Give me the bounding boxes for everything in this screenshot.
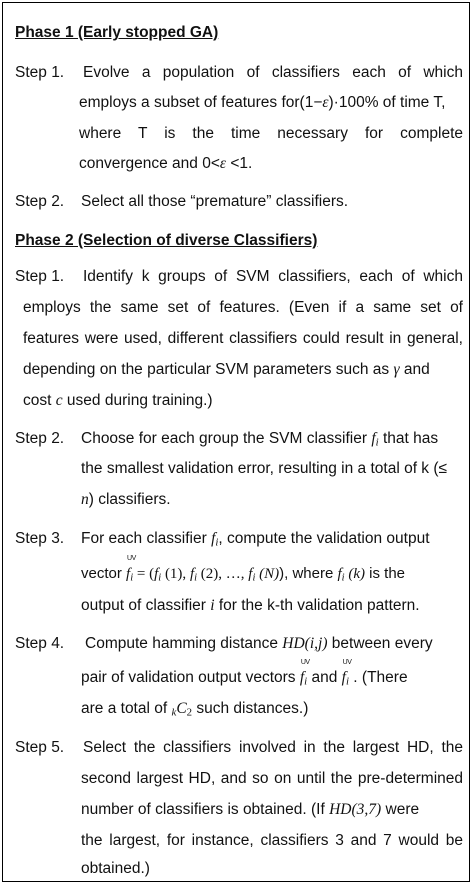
phase2-step3-line1: For each classifier $f_i$, compute the validation output xyxy=(81,530,430,549)
phase2-step4-line2: pair of validation output vectors UV $f_i$ and UV $f_i$ . (There xyxy=(81,659,408,688)
phase2-step1-line2: employs the same set of features. (Even if a same set of xyxy=(23,299,463,316)
phase1-step1-line3: where T is the time necessary for complete xyxy=(79,125,463,142)
phase1-step2-label: Step 2. xyxy=(15,193,65,210)
phase1-title: Phase 1 (Early stopped GA) xyxy=(15,24,219,41)
phase2-step1-label: Step 1. xyxy=(15,268,65,285)
phase2-step5-line4: the largest, for instance, classifiers 3 and 7 would be xyxy=(81,832,463,849)
phase2-step1-line3: features were used, different classifiers could result in general, xyxy=(23,330,463,347)
algorithm-box xyxy=(2,2,470,882)
phase2-step2-line1: Choose for each group the SVM classifier $f_i$ that has xyxy=(81,430,439,449)
phase2-step4-line3: are a total of $_kC_2$ such distances.) xyxy=(81,700,309,719)
phase2-title: Phase 2 (Selection of diverse Classifiers) xyxy=(15,232,318,249)
phase1-step2-text: Select all those “premature” classifiers. xyxy=(81,193,349,210)
phase2-step4-label: Step 4. xyxy=(15,635,65,652)
phase1-step1-label: Step 1. xyxy=(15,64,65,81)
phase2-step1-line5: cost c used during training.) xyxy=(23,392,213,409)
phase2-step3-label: Step 3. xyxy=(15,530,65,547)
phase2-step5-line5: obtained.) xyxy=(81,860,150,877)
phase2-step3-line3: output of classifier i for the k-th validation pattern. xyxy=(81,597,420,614)
phase2-step5-label: Step 5. xyxy=(15,739,65,756)
phase2-step2-line3: n) classifiers. xyxy=(81,491,171,508)
vector-f-i: UV $f_i$ xyxy=(299,659,310,688)
phase1-step1-line2: employs a subset of features for(1−ε)·100% of time T, xyxy=(79,94,446,111)
phase2-step4-line1: Compute hamming distance HD(i,j) between every xyxy=(85,635,433,652)
phase2-step5-line1: Select the classifiers involved in the largest HD, the xyxy=(83,739,463,756)
phase2-step2-line2: the smallest validation error, resulting in a total of k (≤ xyxy=(81,460,448,477)
vector-f-i: UV $f_i$ xyxy=(341,659,352,688)
phase1-step1-line4: convergence and 0<ε <1. xyxy=(79,155,253,172)
phase2-step5-line2: second largest HD, and so on until the pre-determined xyxy=(81,770,463,787)
phase2-step2-label: Step 2. xyxy=(15,430,65,447)
vector-f-i: UV $f_i$ xyxy=(126,555,136,584)
phase1-step1-line1: Evolve a population of classifiers each of which xyxy=(83,64,463,81)
phase2-step3-line2: vector UV $f_i = (f_i$ (1), $f_i$ (2), …, $f_i$ (N)), where $f_i$ (k) is the xyxy=(81,555,406,584)
phase2-step1-line4: depending on the particular SVM parameters such as γ and xyxy=(23,361,430,378)
phase2-step5-line3: number of classifiers is obtained. (If HD(3,7) were xyxy=(81,801,420,818)
phase2-step1-line1: Identify k groups of SVM classifiers, each of which xyxy=(83,268,463,285)
